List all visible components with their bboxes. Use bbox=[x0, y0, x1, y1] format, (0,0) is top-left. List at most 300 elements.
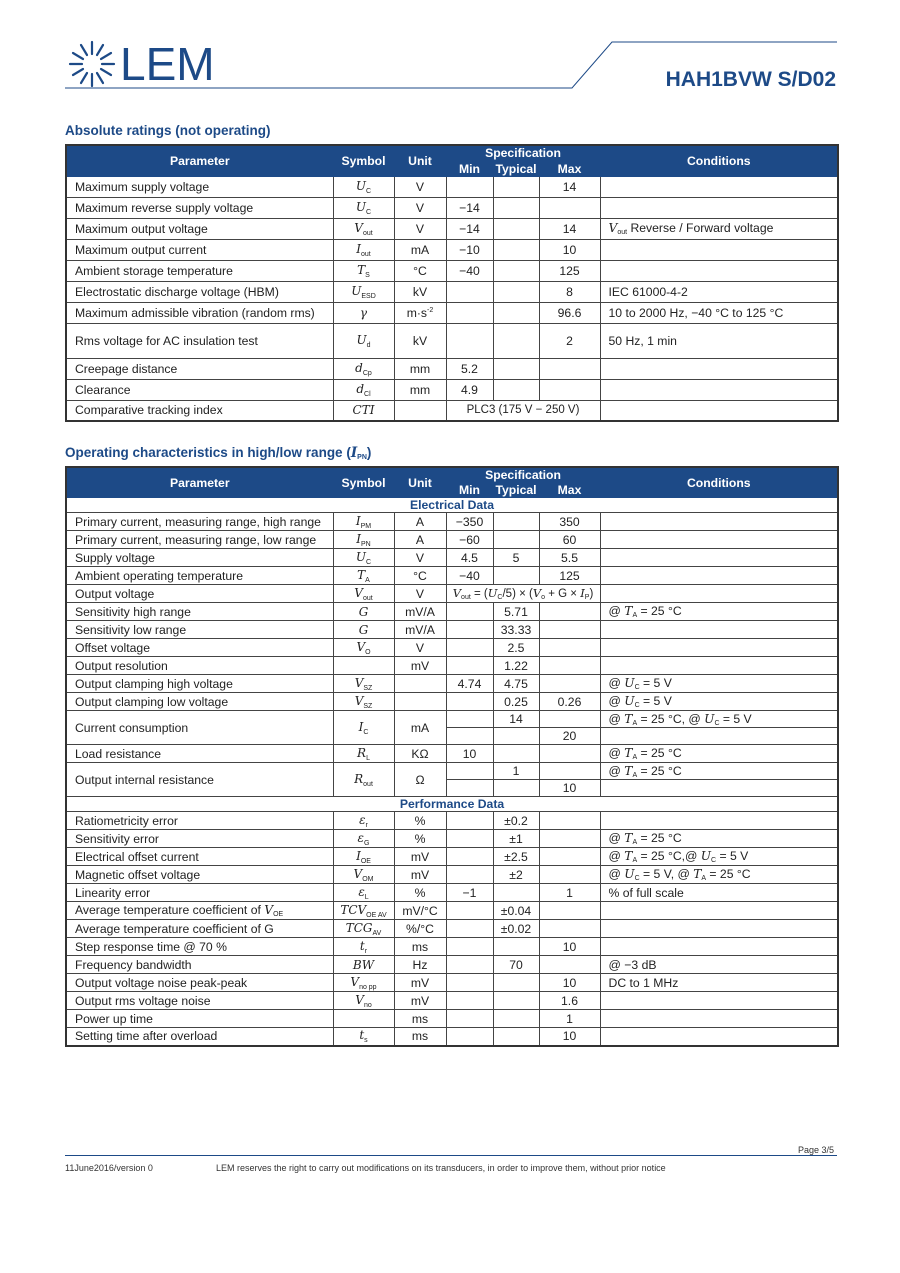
table-row bbox=[66, 992, 838, 1010]
col-max: Max bbox=[539, 161, 600, 176]
unit-cell: °C bbox=[394, 567, 446, 585]
typical-cell: 2.5 bbox=[493, 639, 539, 657]
max-cell: 2 bbox=[539, 323, 600, 358]
min-cell bbox=[446, 693, 493, 711]
max-cell bbox=[539, 675, 600, 693]
parameter-cell: Maximum reverse supply voltage bbox=[66, 197, 333, 218]
min-cell: −1 bbox=[446, 884, 493, 902]
max-cell: 10 bbox=[539, 974, 600, 992]
conditions-cell bbox=[600, 197, 838, 218]
unit-cell: % bbox=[394, 884, 446, 902]
table-row bbox=[66, 621, 838, 639]
min-cell bbox=[446, 639, 493, 657]
typical-cell: 1 bbox=[493, 763, 539, 780]
parameter-cell: Setting time after overload bbox=[66, 1028, 333, 1046]
typical-cell bbox=[493, 358, 539, 379]
conditions-cell bbox=[600, 531, 838, 549]
col-unit: Unit bbox=[394, 467, 446, 498]
table-row bbox=[66, 1010, 838, 1028]
max-cell: 8 bbox=[539, 281, 600, 302]
conditions-cell: % of full scale bbox=[600, 884, 838, 902]
parameter-cell: Rms voltage for AC insulation test bbox=[66, 323, 333, 358]
table-row bbox=[66, 585, 838, 603]
min-cell: 4.74 bbox=[446, 675, 493, 693]
min-cell bbox=[446, 176, 493, 197]
symbol-cell: $d_{Cl}$ bbox=[333, 379, 394, 400]
table-row bbox=[66, 531, 838, 549]
typical-cell bbox=[493, 513, 539, 531]
parameter-cell: Average temperature coefficient of $V_{OE}$ bbox=[66, 902, 333, 920]
symbol-cell: $\varepsilon_r$ bbox=[333, 812, 394, 830]
min-cell: 4.5 bbox=[446, 549, 493, 567]
typical-cell bbox=[493, 218, 539, 239]
operating-characteristics-table bbox=[65, 466, 839, 1047]
min-cell bbox=[446, 603, 493, 621]
col-symbol: Symbol bbox=[333, 145, 394, 176]
col-symbol: Symbol bbox=[333, 467, 394, 498]
table-row bbox=[66, 260, 838, 281]
min-cell: −40 bbox=[446, 567, 493, 585]
conditions-cell: $V_{out}$ Reverse / Forward voltage bbox=[600, 218, 838, 239]
col-min: Min bbox=[446, 483, 493, 498]
typical-cell bbox=[493, 323, 539, 358]
typical-cell bbox=[493, 260, 539, 281]
parameter-cell: Maximum admissible vibration (random rms) bbox=[66, 302, 333, 323]
col-specification: Specification bbox=[446, 467, 600, 483]
unit-cell: V bbox=[394, 639, 446, 657]
unit-cell: A bbox=[394, 513, 446, 531]
min-cell bbox=[446, 812, 493, 830]
col-min: Min bbox=[446, 161, 493, 176]
parameter-cell: Maximum output current bbox=[66, 239, 333, 260]
parameter-cell: Output clamping high voltage bbox=[66, 675, 333, 693]
typical-cell: 1.22 bbox=[493, 657, 539, 675]
table-row bbox=[66, 884, 838, 902]
unit-cell: mV/°C bbox=[394, 902, 446, 920]
max-cell bbox=[539, 848, 600, 866]
table-row bbox=[66, 549, 838, 567]
parameter-cell: Power up time bbox=[66, 1010, 333, 1028]
group-label: Electrical Data bbox=[66, 498, 838, 513]
spec-span-cell: $V_{out} = (U_C/5) \times (V_o + G \times I_P)$ bbox=[446, 585, 600, 603]
unit-cell: V bbox=[394, 549, 446, 567]
typical-cell bbox=[493, 379, 539, 400]
conditions-cell: @ $U_C = 5$ V bbox=[600, 693, 838, 711]
typical-cell bbox=[493, 884, 539, 902]
table-row bbox=[66, 938, 838, 956]
unit-cell: Ω bbox=[394, 763, 446, 797]
min-cell: −14 bbox=[446, 218, 493, 239]
conditions-cell: IEC 61000-4-2 bbox=[600, 281, 838, 302]
symbol-cell: $I_{PN}$ bbox=[333, 531, 394, 549]
symbol-cell: $TCV_{OE AV}$ bbox=[333, 902, 394, 920]
parameter-cell: Output internal resistance bbox=[66, 763, 333, 797]
max-cell: 10 bbox=[539, 1028, 600, 1046]
unit-cell: V bbox=[394, 218, 446, 239]
table-row bbox=[66, 281, 838, 302]
typical-cell: 4.75 bbox=[493, 675, 539, 693]
max-cell bbox=[539, 639, 600, 657]
max-cell: 14 bbox=[539, 176, 600, 197]
typical-cell: ±0.04 bbox=[493, 902, 539, 920]
unit-cell: A bbox=[394, 531, 446, 549]
typical-cell: 70 bbox=[493, 956, 539, 974]
min-cell: −40 bbox=[446, 260, 493, 281]
group-label: Performance Data bbox=[66, 797, 838, 812]
conditions-cell bbox=[600, 585, 838, 603]
min-cell bbox=[446, 323, 493, 358]
symbol-cell bbox=[333, 657, 394, 675]
typical-cell: 5 bbox=[493, 549, 539, 567]
symbol-cell: $R_{out}$ bbox=[333, 763, 394, 797]
unit-cell: % bbox=[394, 812, 446, 830]
table-row bbox=[66, 657, 838, 675]
table-row bbox=[66, 1028, 838, 1046]
max-cell bbox=[539, 956, 600, 974]
table-row bbox=[66, 830, 838, 848]
max-cell: 5.5 bbox=[539, 549, 600, 567]
min-cell bbox=[446, 763, 493, 780]
max-cell bbox=[539, 197, 600, 218]
min-cell bbox=[446, 938, 493, 956]
max-cell bbox=[539, 902, 600, 920]
table-row bbox=[66, 302, 838, 323]
max-cell bbox=[539, 621, 600, 639]
col-specification: Specification bbox=[446, 145, 600, 161]
parameter-cell: Maximum supply voltage bbox=[66, 176, 333, 197]
parameter-cell: Output clamping low voltage bbox=[66, 693, 333, 711]
min-cell bbox=[446, 866, 493, 884]
typical-cell bbox=[493, 197, 539, 218]
parameter-cell: Output rms voltage noise bbox=[66, 992, 333, 1010]
typical-cell bbox=[493, 938, 539, 956]
table-row bbox=[66, 693, 838, 711]
table-row bbox=[66, 763, 838, 780]
max-cell: 1.6 bbox=[539, 992, 600, 1010]
table-row bbox=[66, 567, 838, 585]
min-cell bbox=[446, 281, 493, 302]
unit-cell: mA bbox=[394, 239, 446, 260]
symbol-cell: $V_{OM}$ bbox=[333, 866, 394, 884]
table-row bbox=[66, 197, 838, 218]
conditions-cell: @ $T_A = 25$ °C,@ $U_C = 5$ V bbox=[600, 848, 838, 866]
unit-cell: KΩ bbox=[394, 745, 446, 763]
table-row bbox=[66, 711, 838, 728]
table-row bbox=[66, 956, 838, 974]
parameter-cell: Ratiometricity error bbox=[66, 812, 333, 830]
symbol-cell: $I_{out}$ bbox=[333, 239, 394, 260]
symbol-cell: $V_{no pp}$ bbox=[333, 974, 394, 992]
min-cell bbox=[446, 302, 493, 323]
col-typical: Typical bbox=[493, 161, 539, 176]
symbol-cell: $t_r$ bbox=[333, 938, 394, 956]
unit-cell: kV bbox=[394, 281, 446, 302]
symbol-cell: $V_{no}$ bbox=[333, 992, 394, 1010]
max-cell: 125 bbox=[539, 567, 600, 585]
table-row bbox=[66, 603, 838, 621]
parameter-cell: Clearance bbox=[66, 379, 333, 400]
max-cell: 1 bbox=[539, 1010, 600, 1028]
group-header-row bbox=[66, 498, 838, 513]
symbol-cell: $U_C$ bbox=[333, 549, 394, 567]
symbol-cell: CTI bbox=[333, 400, 394, 421]
parameter-cell: Comparative tracking index bbox=[66, 400, 333, 421]
parameter-cell: Linearity error bbox=[66, 884, 333, 902]
group-header-row bbox=[66, 797, 838, 812]
unit-cell: °C bbox=[394, 260, 446, 281]
typical-cell bbox=[493, 728, 539, 745]
table-row bbox=[66, 745, 838, 763]
unit-cell: ms bbox=[394, 938, 446, 956]
conditions-cell bbox=[600, 1010, 838, 1028]
unit-cell: ms bbox=[394, 1028, 446, 1046]
min-cell bbox=[446, 780, 493, 797]
typical-cell bbox=[493, 281, 539, 302]
min-cell bbox=[446, 711, 493, 728]
min-cell bbox=[446, 1028, 493, 1046]
symbol-cell: $U_C$ bbox=[333, 176, 394, 197]
max-cell bbox=[539, 657, 600, 675]
footer-date: 11June2016/version 0 bbox=[65, 1163, 153, 1173]
symbol-cell: $T_A$ bbox=[333, 567, 394, 585]
table-row bbox=[66, 848, 838, 866]
symbol-cell: $\varepsilon_L$ bbox=[333, 884, 394, 902]
max-cell bbox=[539, 920, 600, 938]
conditions-cell: @ $U_C = 5$ V, @ $T_A = 25$ °C bbox=[600, 866, 838, 884]
unit-cell: $m\cdot s^{-2}$ bbox=[394, 302, 446, 323]
max-cell: 20 bbox=[539, 728, 600, 745]
footer-notice: LEM reserves the right to carry out modifications on its transducers, in order to improve them, without prior notice bbox=[216, 1163, 666, 1173]
symbol-cell: $U_C$ bbox=[333, 197, 394, 218]
conditions-cell bbox=[600, 239, 838, 260]
max-cell: 10 bbox=[539, 780, 600, 797]
typical-cell bbox=[493, 1010, 539, 1028]
unit-cell: mV/A bbox=[394, 621, 446, 639]
symbol-cell: $d_{Cp}$ bbox=[333, 358, 394, 379]
symbol-cell: $V_O$ bbox=[333, 639, 394, 657]
max-cell: 10 bbox=[539, 239, 600, 260]
symbol-cell: $V_{SZ}$ bbox=[333, 675, 394, 693]
max-cell: 60 bbox=[539, 531, 600, 549]
symbol-cell: $U_{ESD}$ bbox=[333, 281, 394, 302]
unit-cell: V bbox=[394, 585, 446, 603]
parameter-cell: Maximum output voltage bbox=[66, 218, 333, 239]
typical-cell bbox=[493, 302, 539, 323]
parameter-cell: Magnetic offset voltage bbox=[66, 866, 333, 884]
max-cell: 96.6 bbox=[539, 302, 600, 323]
min-cell: −350 bbox=[446, 513, 493, 531]
symbol-cell: G bbox=[333, 603, 394, 621]
min-cell bbox=[446, 902, 493, 920]
max-cell bbox=[539, 358, 600, 379]
typical-cell: 33.33 bbox=[493, 621, 539, 639]
symbol-cell: $V_{out}$ bbox=[333, 585, 394, 603]
table-row bbox=[66, 675, 838, 693]
unit-cell: mm bbox=[394, 379, 446, 400]
max-cell bbox=[539, 379, 600, 400]
max-cell bbox=[539, 763, 600, 780]
col-conditions: Conditions bbox=[600, 467, 838, 498]
conditions-cell bbox=[600, 358, 838, 379]
conditions-cell: @ −3 dB bbox=[600, 956, 838, 974]
parameter-cell: Frequency bandwidth bbox=[66, 956, 333, 974]
parameter-cell: Ambient operating temperature bbox=[66, 567, 333, 585]
typical-cell: ±1 bbox=[493, 830, 539, 848]
min-cell bbox=[446, 848, 493, 866]
symbol-cell: $R_L$ bbox=[333, 745, 394, 763]
conditions-cell: 50 Hz, 1 min bbox=[600, 323, 838, 358]
max-cell: 350 bbox=[539, 513, 600, 531]
conditions-cell bbox=[600, 513, 838, 531]
table-row bbox=[66, 379, 838, 400]
conditions-cell: 10 to 2000 Hz, −40 °C to 125 °C bbox=[600, 302, 838, 323]
typical-cell: ±0.02 bbox=[493, 920, 539, 938]
conditions-cell bbox=[600, 812, 838, 830]
min-cell bbox=[446, 920, 493, 938]
header-rule bbox=[0, 0, 900, 110]
footer-rule bbox=[65, 1155, 837, 1156]
typical-cell bbox=[493, 974, 539, 992]
table-row bbox=[66, 920, 838, 938]
min-cell bbox=[446, 992, 493, 1010]
typical-cell bbox=[493, 780, 539, 797]
symbol-cell: $I_{OE}$ bbox=[333, 848, 394, 866]
parameter-cell: Sensitivity error bbox=[66, 830, 333, 848]
spec-span-cell: PLC3 (175 V − 250 V) bbox=[446, 400, 600, 421]
conditions-cell bbox=[600, 176, 838, 197]
parameter-cell: Electrostatic discharge voltage (HBM) bbox=[66, 281, 333, 302]
conditions-cell: @ $T_A = 25$ °C bbox=[600, 763, 838, 780]
symbol-cell: $U_d$ bbox=[333, 323, 394, 358]
typical-cell bbox=[493, 992, 539, 1010]
conditions-cell bbox=[600, 938, 838, 956]
col-unit: Unit bbox=[394, 145, 446, 176]
conditions-cell: @ $T_A = 25$ °C bbox=[600, 745, 838, 763]
parameter-cell: Output resolution bbox=[66, 657, 333, 675]
typical-cell: ±2 bbox=[493, 866, 539, 884]
typical-cell bbox=[493, 1028, 539, 1046]
min-cell bbox=[446, 657, 493, 675]
min-cell bbox=[446, 728, 493, 745]
symbol-cell: $\varepsilon_G$ bbox=[333, 830, 394, 848]
page-number: Page 3/5 bbox=[797, 1145, 834, 1155]
max-cell: 125 bbox=[539, 260, 600, 281]
table-row bbox=[66, 639, 838, 657]
unit-cell: mV/A bbox=[394, 603, 446, 621]
unit-cell bbox=[394, 693, 446, 711]
symbol-cell: $V_{SZ}$ bbox=[333, 693, 394, 711]
parameter-cell: Sensitivity high range bbox=[66, 603, 333, 621]
table-row bbox=[66, 902, 838, 920]
conditions-cell bbox=[600, 400, 838, 421]
typical-cell: ±0.2 bbox=[493, 812, 539, 830]
conditions-cell bbox=[600, 567, 838, 585]
max-cell: 14 bbox=[539, 218, 600, 239]
table-row bbox=[66, 513, 838, 531]
max-cell: 1 bbox=[539, 884, 600, 902]
conditions-cell bbox=[600, 260, 838, 281]
table-row bbox=[66, 812, 838, 830]
conditions-cell bbox=[600, 728, 838, 745]
col-conditions: Conditions bbox=[600, 145, 838, 176]
page-header bbox=[0, 0, 900, 110]
unit-cell: mA bbox=[394, 711, 446, 745]
typical-cell: ±2.5 bbox=[493, 848, 539, 866]
max-cell bbox=[539, 745, 600, 763]
absolute-ratings-table bbox=[65, 144, 839, 422]
parameter-cell: Sensitivity low range bbox=[66, 621, 333, 639]
typical-cell: 14 bbox=[493, 711, 539, 728]
unit-cell: mV bbox=[394, 848, 446, 866]
min-cell bbox=[446, 1010, 493, 1028]
table-row bbox=[66, 239, 838, 260]
max-cell bbox=[539, 603, 600, 621]
max-cell bbox=[539, 812, 600, 830]
conditions-cell bbox=[600, 549, 838, 567]
table-row bbox=[66, 400, 838, 421]
parameter-cell: Output voltage noise peak-peak bbox=[66, 974, 333, 992]
unit-cell: mV bbox=[394, 974, 446, 992]
table-row bbox=[66, 358, 838, 379]
min-cell: 4.9 bbox=[446, 379, 493, 400]
unit-cell: V bbox=[394, 176, 446, 197]
symbol-cell: $V_{out}$ bbox=[333, 218, 394, 239]
conditions-cell: DC to 1 MHz bbox=[600, 974, 838, 992]
absolute-ratings-title: Absolute ratings (not operating) bbox=[65, 123, 271, 138]
parameter-cell: Primary current, measuring range, high range bbox=[66, 513, 333, 531]
parameter-cell: Load resistance bbox=[66, 745, 333, 763]
unit-cell: % bbox=[394, 830, 446, 848]
typical-cell bbox=[493, 745, 539, 763]
parameter-cell: Electrical offset current bbox=[66, 848, 333, 866]
typical-cell bbox=[493, 531, 539, 549]
min-cell bbox=[446, 956, 493, 974]
unit-cell: mm bbox=[394, 358, 446, 379]
parameter-cell: Primary current, measuring range, low range bbox=[66, 531, 333, 549]
typical-cell: 5.71 bbox=[493, 603, 539, 621]
table-row bbox=[66, 176, 838, 197]
max-cell: 10 bbox=[539, 938, 600, 956]
unit-cell: mV bbox=[394, 866, 446, 884]
unit-cell: %/°C bbox=[394, 920, 446, 938]
conditions-cell bbox=[600, 379, 838, 400]
conditions-cell bbox=[600, 920, 838, 938]
min-cell: −60 bbox=[446, 531, 493, 549]
symbol-cell: γ bbox=[333, 302, 394, 323]
symbol-cell: $I_{PM}$ bbox=[333, 513, 394, 531]
unit-cell bbox=[394, 400, 446, 421]
unit-cell: mV bbox=[394, 992, 446, 1010]
min-cell bbox=[446, 974, 493, 992]
conditions-cell: @ $T_A = 25$ °C bbox=[600, 830, 838, 848]
conditions-cell bbox=[600, 639, 838, 657]
min-cell: −14 bbox=[446, 197, 493, 218]
symbol-cell: $t_s$ bbox=[333, 1028, 394, 1046]
parameter-cell: Ambient storage temperature bbox=[66, 260, 333, 281]
min-cell: 10 bbox=[446, 745, 493, 763]
symbol-cell bbox=[333, 1010, 394, 1028]
unit-cell bbox=[394, 675, 446, 693]
parameter-cell: Current consumption bbox=[66, 711, 333, 745]
symbol-cell: G bbox=[333, 621, 394, 639]
conditions-cell bbox=[600, 992, 838, 1010]
conditions-cell bbox=[600, 902, 838, 920]
typical-cell bbox=[493, 567, 539, 585]
conditions-cell bbox=[600, 621, 838, 639]
svg-text:LEM: LEM bbox=[120, 38, 215, 90]
min-cell: −10 bbox=[446, 239, 493, 260]
unit-cell: kV bbox=[394, 323, 446, 358]
